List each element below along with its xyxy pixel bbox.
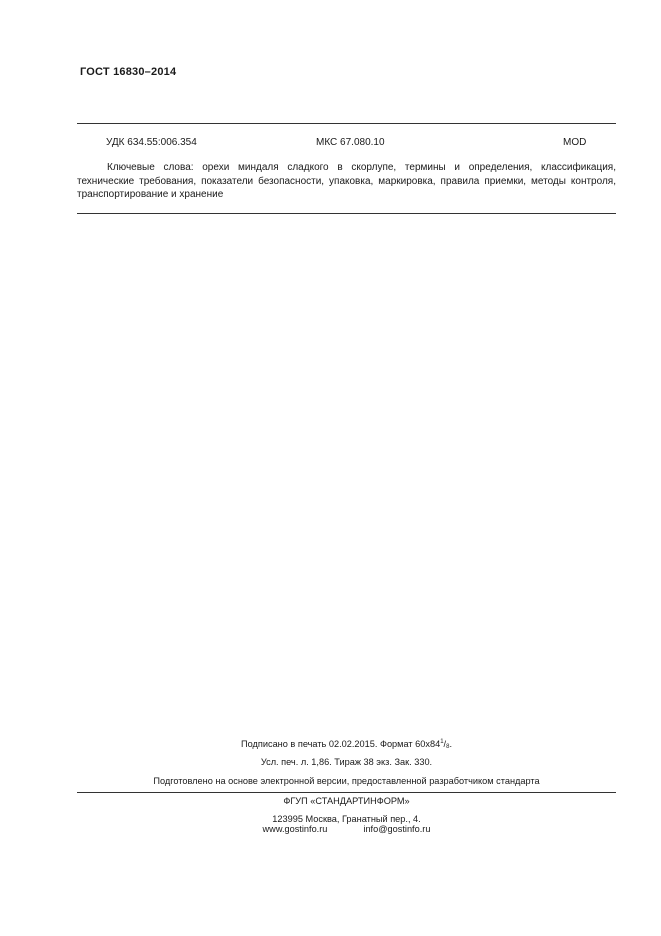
imprint-divider [77,792,616,793]
signed-suffix: . [449,739,452,749]
signed-text: Подписано в печать 02.02.2015. Формат 60х84 [241,739,441,749]
prepared-note: Подготовлено на основе электронной версии, предоставленной разработчиком стандарта [153,776,540,786]
publisher-name: ФГУП «СТАНДАРТИНФОРМ» [283,796,410,806]
udk-code: УДК 634.55:006.354 [106,137,197,148]
keywords-divider [77,213,616,214]
format-denominator: 8 [446,744,450,750]
website-link[interactable]: www.gostinfo.ru [262,824,328,834]
mod-label: MOD [563,137,587,148]
format-numerator: 1 [440,739,444,745]
signed-for-print: Подписано в печать 02.02.2015. Формат $60х84^1/_8$. [241,739,452,750]
keywords-paragraph: Ключевые слова: орехи миндаля сладкого в скорлупе, термины и определения, классификация, технические требования, показатели безопасности, упаковка, маркировка, правила приемки, методы контроля, транспортирование и хранение [77,162,616,200]
top-divider [77,123,616,124]
publisher-contacts [77,824,616,834]
mks-code: МКС 67.080.10 [316,137,385,148]
publisher-address: 123995 Москва, Гранатный пер., 4. [272,814,421,824]
standard-number: ГОСТ 16830–2014 [80,66,177,78]
email-link[interactable]: info@gostinfo.ru [363,824,431,834]
print-info: Усл. печ. л. 1,86. Тираж 38 экз. Зак. 330. [260,757,433,767]
